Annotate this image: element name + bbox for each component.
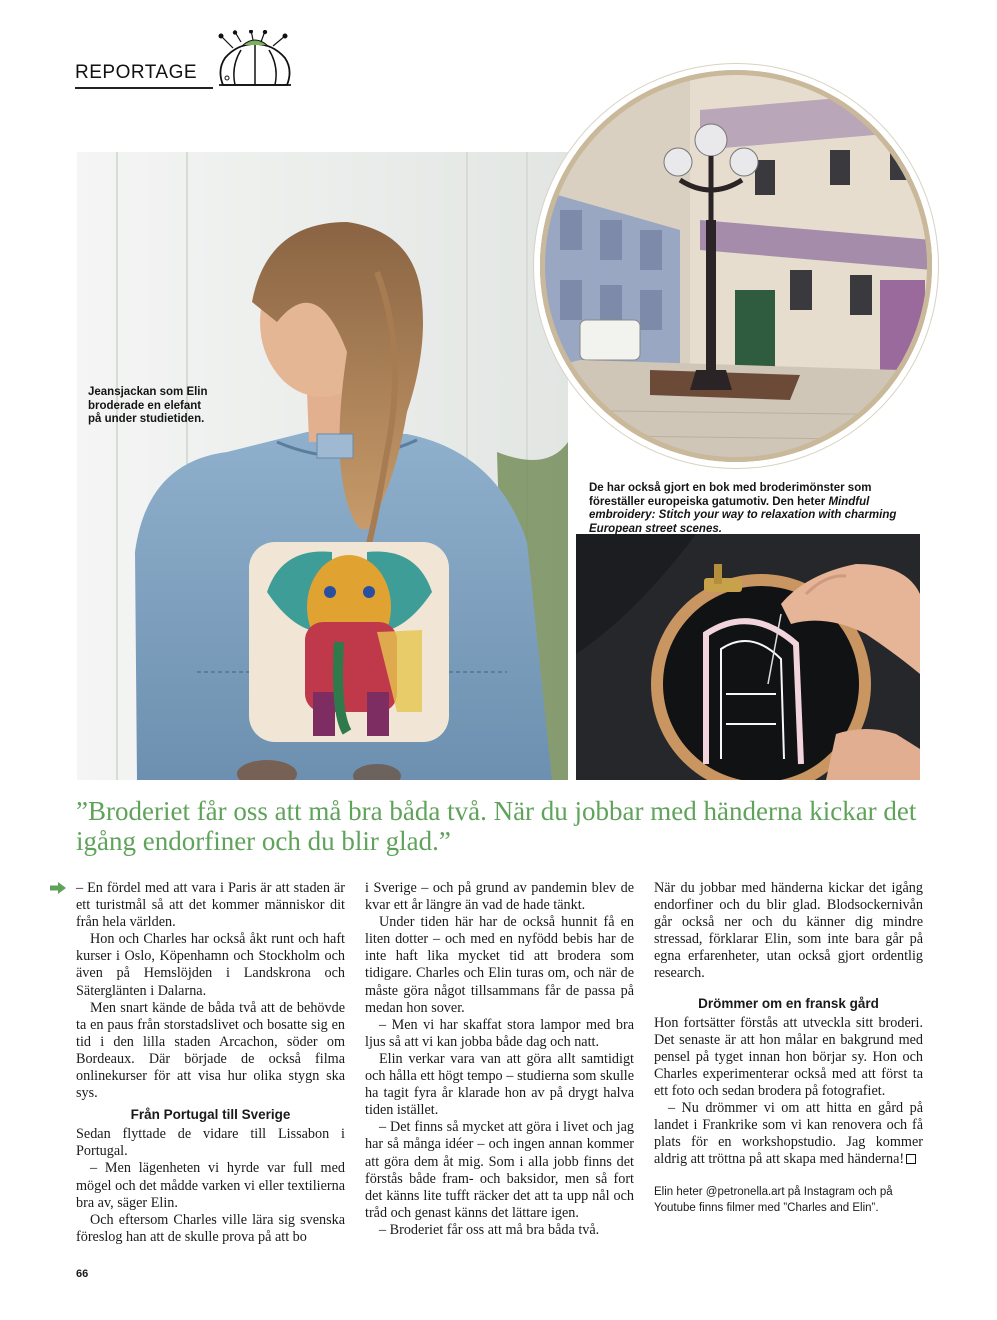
article-column-3 [654,880,923,1216]
paragraph: – Det finns så mycket att göra i livet och jag har så många idéer – och ingen annan kommer att göra dem åt mig. Som i alla jobb finns det förstås både fram- och baksidor, men så fort det känns lite tufft räcker det att ta upp nål och tråd och genast känns det lättare igen. [365,1119,634,1221]
article-column-1 [76,880,345,1246]
paragraph-last-text: – Nu drömmer vi om att hitta en gård på landet i Frankrike som vi kan renovera och få plats för en workshopstudio. Jag kommer aldrig att tröttna på att skapa med händerna! [654,1100,923,1168]
paragraph: Hon och Charles har också åkt runt och haft kurser i Oslo, Köpenhamn och Stockholm och även på Hemslöjden i Landskrona och Säterglänten i Dalarna. [76,931,345,999]
pull-quote: ”Broderiet får oss att må bra båda två. När du jobbar med händerna kickar det igång endorfiner och du blir glad.” [76,796,917,856]
article-column-2 [365,880,634,1239]
section-label: REPORTAGE [75,62,198,83]
caption-book-title: Mindful embroidery: Stitch your way to relaxation with charming European street scenes. [589,495,897,535]
caption-book-text: De har också gjort en bok med broderimönster som föreställer europeiska gatumotiv. Den heter [589,482,872,508]
pincushion-icon [213,30,297,88]
photo-embroidery-hoop [576,534,920,780]
paragraph: Men snart kände de båda två att de behövde ta en paus från storstadslivet och bosatte sig en tid i den lilla staden Arcachon, söder om Bordeaux. Där började de också filma onlinekurser för att visa hur olika stygn ska sys. [76,999,345,1102]
subheading-fransk-gard: Drömmer om en fransk gård [698,995,879,1011]
paragraph: – Men lägenheten vi hyrde var full med mögel och det mådde varken vi eller textilierna bra av, säger Elin. [76,1160,345,1211]
footnote-social: Elin heter @petronella.art på Instagram och på Youtube finns filmer med ”Charles and Elin”. [654,1186,893,1215]
header-rule [75,87,213,89]
paragraph: När du jobbar med händerna kickar det igång endorfiner och du blir glad. Blodsockernivån går också ner och du känner dig mindre stressad, förklarar Elin, som inte bara går på egna erfarenheter, utan också gjort ordentlig research. [654,880,923,982]
paragraph-last [654,1100,923,1168]
subheading-portugal: Från Portugal till Sverige [130,1107,291,1123]
caption-jacket: Jeansjackan som Elin broderade en elefant på under studietiden. [88,386,208,425]
paragraph: Hon fortsätter förstås att utveckla sitt broderi. Det senaste är att hon målar en bakgrund med pensel på tyget innan hon börjar sy. Hon och Charles experimenterar också med att först ta ett foto och sedan brodera på fotografiet. [654,1014,923,1099]
page-number: 66 [76,1268,89,1280]
end-square-icon [906,1154,916,1164]
paragraph: Under tiden här har de också hunnit få en liten dotter – och med en nyfödd bebis har de inte haft lika mycket tid att brodera som tidigare. Charles och Elin turas om, och när de måste göra något tillsammans får de passa på medan hon sover. [365,914,634,1016]
photo-denim-jacket [77,152,568,780]
paragraph: – Broderiet får oss att må bra båda två. [379,1221,600,1238]
paragraph: Elin verkar vara van att göra allt samtidigt och hålla ett högt tempo – studierna som skulle ha tagit fyra år klarade hon av på drygt halva tiden istället. [365,1050,634,1119]
paragraph: – Men vi har skaffat stora lampor med bra ljus så att vi kan jobba både dag och natt. [365,1016,634,1050]
photo-street-embroidery [540,70,932,462]
paragraph: – En fördel med att vara i Paris är att staden är ett turistmål så att det kommer människor dit från hela världen. [76,880,345,931]
arrow-right-icon [50,882,66,894]
section-header [75,30,305,90]
paragraph: i Sverige – och på grund av pandemin blev de kvar ett år längre än vad de hade tänkt. [365,880,634,914]
paragraph: Och eftersom Charles ville lära sig svenska föreslog han att de skulle prova på att bo [76,1211,345,1245]
paragraph: Sedan flyttade de vidare till Lissabon i Portugal. [76,1126,345,1160]
caption-book [589,482,929,536]
